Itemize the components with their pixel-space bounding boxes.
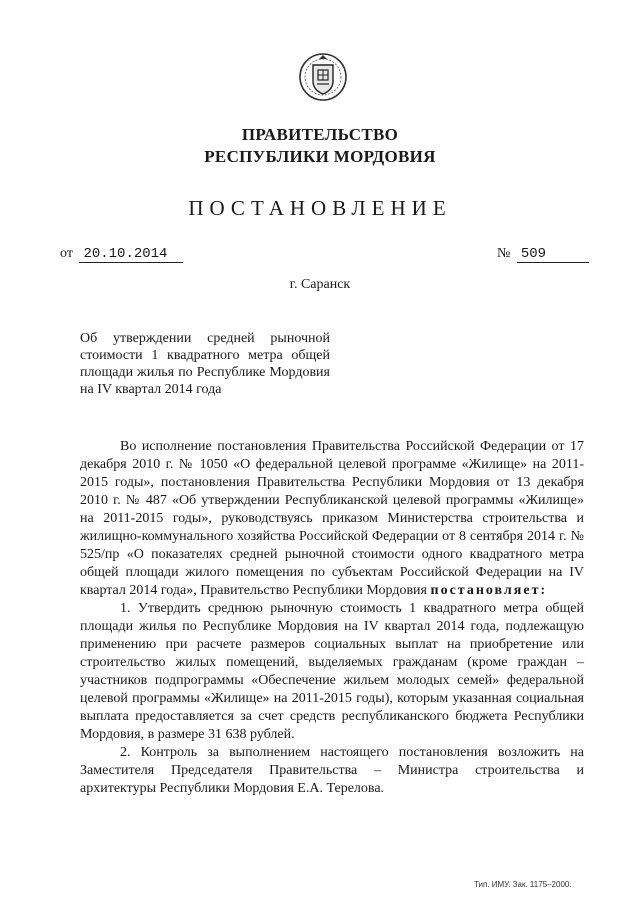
item-1-paragraph: 1. Утвердить среднюю рыночную стоимость 1 квадратного метра общей площади жилья по Республике Мордовия на IV квартал 2014 года, подлежащую применению при расчете размеров социальных выплат на приобретение или строительство жилых помещений, выделяемых гражданам (кроме граждан – участников подпрограммы «Обеспечение жильем молодых семей» федеральной целевой программы «Жилище» на 2011-2015 годы), которым указанная социальная выплата предоставляется за счет средств республиканского бюджета Республики Мордовия, в размере 31 638 рублей. bbox=[80, 601, 584, 742]
intro-text: Во исполнение постановления Правительства Российской Федерации от 17 декабря 2010 г. № 1050 «О федеральной целевой программе «Жилище» на 2011-2015 годы», постановления Правительства Республики Мордовия от 13 декабря 2010 г. № 487 «Об утверждении Республиканской целевой программы «Жилище» на 2011-2015 годы», руководствуясь приказом Министерства строительства и жилищно-коммунального хозяйства Российской Федерации от 8 сентября 2014 г. № 525/пр «О показателях средней рыночной стоимости одного квадратного метра общей площади жилого помещения по субъектам Российской Федерации на IV квартал 2014 года», Правительство Республики Мордовия bbox=[80, 439, 584, 598]
coat-of-arms-emblem bbox=[298, 50, 348, 104]
number-value: 509 bbox=[517, 246, 589, 263]
government-title-line2: РЕСПУБЛИКИ МОРДОВИЯ bbox=[204, 147, 436, 166]
number-prefix: № bbox=[497, 246, 511, 261]
decree-word: постановляет: bbox=[430, 583, 548, 598]
number-field bbox=[497, 246, 589, 263]
document-body bbox=[80, 438, 584, 798]
document-type-heading: ПОСТАНОВЛЕНИЕ bbox=[188, 196, 452, 220]
government-title-line1: ПРАВИТЕЛЬСТВО bbox=[241, 125, 399, 144]
date-value: 20.10.2014 bbox=[79, 246, 183, 263]
item-2-paragraph: 2. Контроль за выполнением настоящего постановления возложить на Заместителя Председателя Правительства – Министра строительства и архитектуры Республики Мордовия Е.А. Терелова. bbox=[80, 745, 584, 796]
date-prefix: от bbox=[60, 246, 73, 261]
intro-paragraph bbox=[80, 438, 584, 600]
print-mark: Тип. ИМУ. Зак. 1175–2000. bbox=[474, 880, 572, 889]
document-subject: Об утверждении средней рыночной стоимости 1 квадратного метра общей площади жилья по Республике Мордовия на IV квартал 2014 года bbox=[80, 331, 330, 397]
date-field bbox=[60, 246, 183, 263]
city-line: г. Саранск bbox=[289, 277, 351, 292]
